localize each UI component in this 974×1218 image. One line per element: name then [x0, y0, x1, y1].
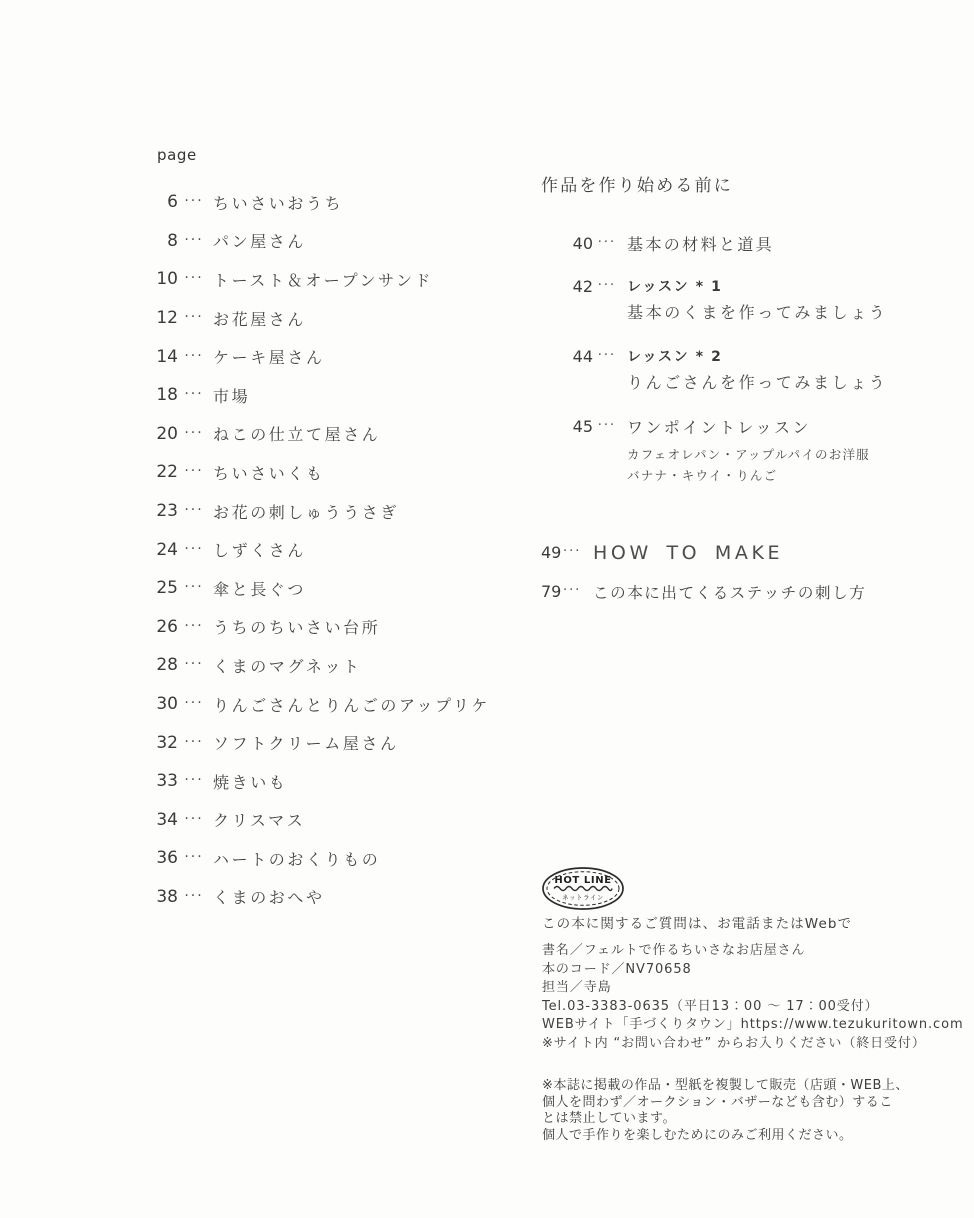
toc-title: ちいさいおうち: [213, 193, 344, 213]
contact-website: WEBサイト「手づくりタウン」https://www.tezukuritown.com: [542, 1017, 964, 1033]
toc-entry: [541, 344, 722, 368]
toc-page-number: 79: [541, 582, 562, 601]
toc-dots: ···: [184, 231, 204, 248]
toc-note: カフェオレパン・アップルパイのお洋服: [627, 447, 870, 462]
toc-page-number: 42: [572, 276, 593, 296]
toc-entry: [120, 723, 490, 762]
toc-entry: [120, 801, 490, 840]
toc-title: 焼きいも: [213, 772, 288, 792]
toc-dots: ···: [184, 695, 204, 712]
hotline-logo-subtitle: ネットライン: [562, 893, 604, 902]
toc-page-number: 20: [156, 423, 178, 444]
hotline-logo-wave: [554, 887, 612, 891]
toc-dots: ···: [563, 583, 582, 598]
toc-dots: ···: [184, 193, 204, 210]
toc-entry: [541, 533, 783, 572]
toc-entry: [120, 762, 490, 801]
toc-entry: [541, 274, 722, 298]
toc-dots: ···: [184, 849, 204, 866]
toc-title: お花の刺しゅううさぎ: [213, 502, 400, 522]
toc-page-number: 44: [572, 346, 593, 366]
toc-page-number: 33: [156, 771, 178, 792]
toc-page-number: 23: [156, 501, 178, 522]
toc-dots: ···: [184, 386, 204, 403]
toc-title: 市場: [213, 386, 251, 406]
toc-dots: ···: [184, 772, 204, 789]
toc-page-number: 22: [156, 462, 178, 483]
toc-entry: [120, 569, 490, 608]
toc-subtitle: 基本のくまを作ってみましょう: [627, 303, 888, 322]
toc-entry: [120, 376, 490, 415]
toc-dots: ···: [597, 417, 617, 433]
toc-title: ワンポイントレッスン: [627, 417, 811, 437]
disclaimer-block: [542, 1078, 909, 1144]
contact-tel: Tel.03-3383-0635（平日13：00 ～ 17：00受付）: [542, 998, 879, 1014]
toc-entry: [120, 492, 490, 531]
contact-website-note: ※サイト内 “お問い合わせ” からお入りください（終日受付）: [542, 1035, 926, 1051]
toc-dots: ···: [184, 810, 204, 827]
toc-page-number: 12: [156, 308, 178, 329]
toc-title: くまのマグネット: [213, 656, 362, 676]
disclaimer-line: とは禁止しています。: [542, 1111, 676, 1127]
toc-page-number: 30: [156, 694, 178, 715]
toc-page-number: 38: [156, 886, 178, 907]
toc-entry: [120, 530, 490, 569]
toc-title: ソフトクリーム屋さん: [213, 734, 399, 754]
toc-entry: [120, 685, 490, 724]
toc-entry: [120, 415, 490, 454]
toc-title-lesson: レッスン * 1: [627, 279, 723, 295]
contact-book-title: 書名／フェルトで作るちいさなお店屋さん: [542, 943, 806, 958]
toc-page-number: 14: [156, 346, 178, 367]
toc-entry: [120, 646, 490, 685]
section-heading-before-making: 作品を作り始める前に: [541, 176, 733, 196]
toc-entry: [541, 231, 774, 255]
toc-title-lesson: レッスン * 2: [627, 349, 723, 365]
toc-dots: ···: [184, 540, 204, 557]
toc-entry: [120, 299, 490, 338]
toc-dots: ···: [184, 347, 204, 364]
toc-page-number: 18: [156, 385, 178, 406]
toc-title: トースト＆オープンサンド: [213, 270, 434, 290]
toc-entry: [120, 260, 490, 299]
toc-entry: [120, 878, 490, 917]
toc-dots: ···: [597, 277, 617, 293]
toc-page-number: 40: [572, 233, 593, 253]
toc-page-number: 25: [156, 578, 178, 599]
disclaimer-line: 個人を問わず／オークション・バザーなども含む）するこ: [542, 1094, 893, 1110]
toc-page-number: 28: [156, 655, 178, 676]
toc-title: パン屋さん: [213, 232, 307, 252]
toc-subtitle: りんごさんを作ってみましょう: [627, 373, 888, 392]
toc-entry: [120, 608, 490, 647]
toc-title: うちのちいさい台所: [213, 618, 381, 638]
hotline-logo: [541, 866, 625, 912]
toc-title: この本に出てくるステッチの刺し方: [593, 583, 867, 602]
toc-title: 基本の材料と道具: [627, 234, 775, 254]
contact-book-code: 本のコード／NV70658: [542, 961, 692, 977]
toc-dots: ···: [184, 309, 204, 326]
toc-title-how-to-make: HOW TO MAKE: [593, 541, 784, 564]
toc-dots: ···: [184, 656, 204, 673]
toc-dots: ···: [184, 617, 204, 634]
toc-page-number: 24: [156, 539, 178, 560]
toc-title: りんごさんとりんごのアップリケ: [213, 695, 490, 715]
page-label: page: [157, 146, 197, 164]
contact-person: 担当／寺島: [542, 980, 612, 996]
toc-title: くまのおへや: [213, 888, 325, 908]
contact-block: [542, 915, 964, 1054]
toc-dots: ···: [563, 544, 582, 559]
toc-dots: ···: [184, 270, 204, 287]
toc-entry: [120, 337, 490, 376]
toc-note: バナナ・キウイ・りんご: [627, 468, 778, 483]
hotline-logo-title: HOT LINE: [554, 875, 612, 886]
toc-page-number: 6: [167, 192, 178, 213]
toc-title: ねこの仕立て屋さん: [213, 425, 381, 445]
toc-dots: ···: [184, 463, 204, 480]
toc-page-number: 32: [156, 732, 178, 753]
toc-title: ケーキ屋さん: [213, 348, 325, 368]
toc-dots: ···: [184, 887, 204, 904]
toc-page-number: 26: [156, 616, 178, 637]
toc-entry: [120, 453, 490, 492]
toc-entry: [120, 183, 490, 222]
toc-entry: [541, 414, 811, 438]
toc-title: しずくさん: [213, 541, 307, 561]
disclaimer-line: ※本誌に掲載の作品・型紙を複製して販売（店頭・WEB上、: [542, 1078, 909, 1093]
toc-page-number: 36: [156, 848, 178, 869]
toc-page-number: 49: [541, 543, 562, 562]
toc-dots: ···: [184, 502, 204, 519]
toc-page-number: 45: [572, 416, 593, 436]
disclaimer-line: 個人で手作りを楽しむためにのみご利用ください。: [542, 1127, 853, 1143]
toc-dots: ···: [184, 733, 204, 750]
toc-title: 傘と長ぐつ: [213, 579, 307, 599]
toc-entry: [120, 839, 490, 878]
toc-title: ハートのおくりもの: [213, 849, 381, 869]
toc-title: クリスマス: [213, 811, 306, 831]
toc-dots: ···: [184, 424, 204, 441]
toc-page-number: 8: [167, 230, 178, 251]
toc-dots: ···: [597, 347, 617, 363]
toc-page-number: 10: [156, 269, 178, 290]
toc-entry: [541, 572, 866, 611]
toc-entry: [120, 222, 490, 261]
toc-title: お花屋さん: [213, 309, 307, 329]
toc-page-number: 34: [156, 809, 178, 830]
toc-title: ちいさいくも: [213, 463, 325, 483]
toc-dots: ···: [597, 234, 617, 250]
toc-left-column: [120, 183, 490, 916]
contact-intro: この本に関するご質問は、お電話またはWebで: [542, 916, 853, 932]
toc-dots: ···: [184, 579, 204, 596]
